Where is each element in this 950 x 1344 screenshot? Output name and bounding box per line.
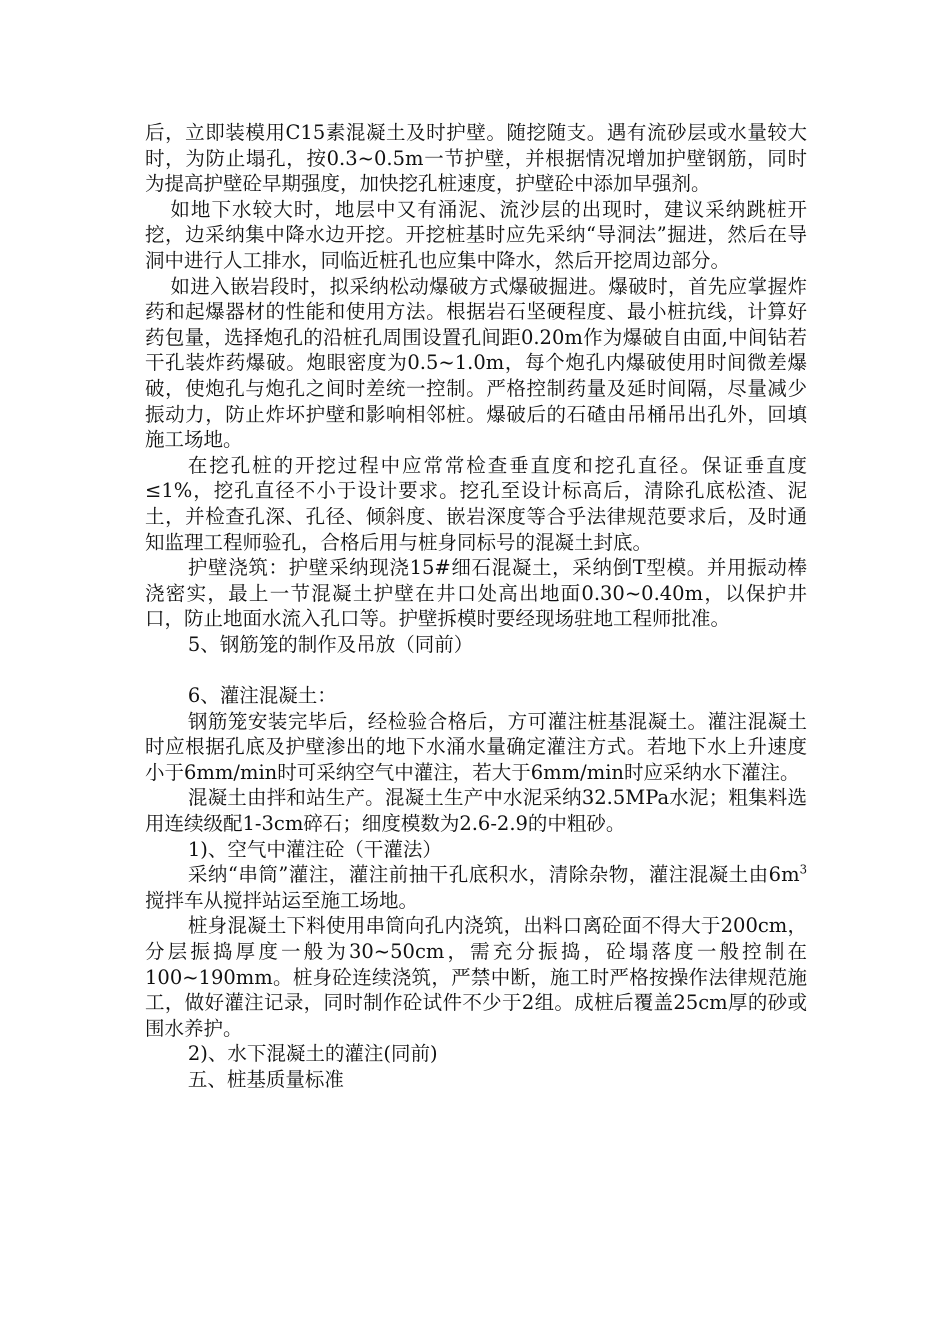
paragraph-wall-pouring: 护壁浇筑：护壁采纳现浇15#细石混凝土，采纳倒T型模。并用振动棒浇密实，最上一节混凝土护壁在井口处高出地面0.30~0.40m，以保护井口，防止地面水流入孔口等。护壁拆模时要经现场驻地工程师批准。 [145,556,807,631]
paragraph-rock-blasting: 如进入嵌岩段时，拟采纳松动爆破方式爆破掘进。爆破时，首先应掌握炸药和起爆器材的性能和使用方法。根据岩石坚硬程度、最小桩抗线，计算好药包量，选择炮孔的沿桩孔周围设置孔间距0.20m作为爆破自由面,中间钻若干孔装炸药爆破。炮眼密度为0.5~1.0m，每个炮孔内爆破使用时间微差爆破，使炮孔与炮孔之间时差统一控制。严格控制药量及延时间隔，尽量减少振动力，防止炸坏护壁和影响相邻桩。爆破后的石碴由吊桶吊出孔外，回填施工场地。 [145,274,807,452]
paragraph-mixing-station: 混凝土由拌和站生产。混凝土生产中水泥采纳32.5MPa水泥；粗集料选用连续级配1-3cm碎石；细度模数为2.6-2.9的中粗砂。 [145,786,807,836]
paragraph-verticality-check: 在挖孔桩的开挖过程中应常常检查垂直度和挖孔直径。保证垂直度≤1%，挖孔直径不小于设计要求。挖孔至设计标高后，清除孔底松渣、泥土，并检查孔深、孔径、倾斜度、嵌岩深度等合乎法律规范要求后，及时通知监理工程师验孔，合格后用与桩身同标号的混凝土封底。 [145,453,807,554]
document-page [145,120,807,1093]
heading-underwater-pour: 2)、水下混凝土的灌注(同前) [187,1042,438,1066]
paragraph-groundwater: 如地下水较大时，地层中又有涌泥、流沙层的出现时，建议采纳跳桩开挖，边采纳集中降水边开挖。开挖桩基时应先采纳“导洞法”掘进，然后在导洞中进行人工排水，同临近桩孔也应集中降水，然后开挖周边部分。 [145,197,807,272]
blank-line [145,657,807,683]
tube-pour-text-a: 采纳“串筒”灌注，灌注前抽干孔底积水，清除杂物，灌注混凝土由6m [187,863,800,887]
paragraph-pour-method: 钢筋笼安装完毕后，经检验合格后，方可灌注桩基混凝土。灌注混凝土时应根据孔底及护壁渗出的地下水涌水量确定灌注方式。若地下水上升速度小于6mm/min时可采纳空气中灌注，若大于6mm/min时应采纳水下灌注。 [145,709,807,784]
heading-quality-standard: 五、桩基质量标准 [187,1067,344,1091]
paragraph-wall-protection: 后，立即装模用C15素混凝土及时护壁。随挖随支。遇有流砂层或水量较大时，为防止塌孔，按0.3~0.5m一节护壁，并根据情况增加护壁钢筋，同时为提高护壁砼早期强度，加快挖孔桩速度，护壁砼中添加早强剂。 [145,121,807,196]
paragraph-tube-pour [145,862,807,913]
heading-rebar-cage: 5、钢筋笼的制作及吊放（同前） [187,632,474,656]
heading-pour-concrete: 6、灌注混凝土： [187,684,337,708]
tube-pour-text-b: 搅拌车从搅拌站运至施工场地。 [145,888,419,912]
paragraph-pile-concrete: 桩身混凝土下料使用串筒向孔内浇筑，出料口离砼面不得大于200cm，分层振捣厚度一般为30~50cm，需充分振捣，砼塌落度一般控制在100~190mm。桩身砼连续浇筑，严禁中断，施工时严格按操作法律规范施工，做好灌注记录，同时制作砼试件不少于2组。成桩后覆盖25cm厚的砂或围水养护。 [145,914,807,1040]
heading-dry-pour: 1)、空气中灌注砼（干灌法） [187,837,442,861]
superscript-cubed: 3 [799,862,807,877]
